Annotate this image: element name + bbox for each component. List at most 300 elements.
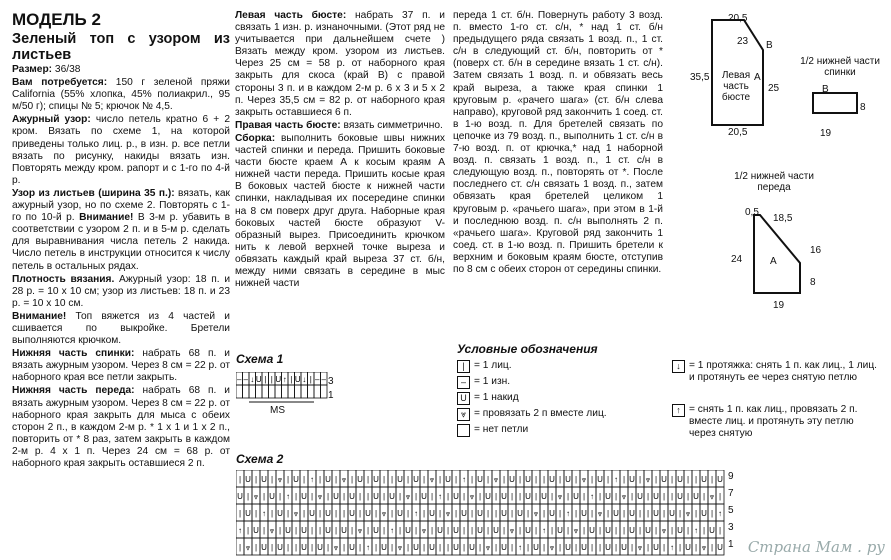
- schema2-symbol: |: [686, 492, 690, 501]
- schema2-symbol: |: [254, 509, 258, 518]
- schema2-symbol: U: [517, 509, 523, 518]
- schema2-symbol: |: [246, 526, 250, 535]
- schema2-symbol: ↑: [694, 526, 698, 535]
- schema2-symbol: ↑: [438, 492, 442, 501]
- schema2-symbol: U: [701, 475, 707, 484]
- schema2-symbol: ⩔: [597, 509, 603, 518]
- lace-pattern-para: Ажурный узор: число петель кратно 6 + 2 кром. Вязать по схеме 1, на которой приведены только лиц. р., в изн. р. все петли вязать по рисунку, накиды вязать изн. Повторять между кром. рапорт и с 1-го по 4-й р.: [12, 114, 231, 186]
- schema2-symbol: U: [453, 492, 459, 501]
- schema2-symbol: |: [326, 492, 330, 501]
- down-arrow-icon: ↓: [672, 360, 685, 373]
- schema2-symbol: U: [629, 526, 635, 535]
- legend-purl: – = 1 изн.: [457, 376, 510, 389]
- schema2-symbol: |: [342, 509, 346, 518]
- schema2-symbol: U: [429, 543, 435, 552]
- schema1-cell: [282, 385, 289, 398]
- schema2-symbol: |: [302, 509, 306, 518]
- schema2-symbol: |: [662, 509, 666, 518]
- schema2-symbol: U: [525, 475, 531, 484]
- continuation-para: переда 1 ст. б/н. Повернуть работу 3 возд. п. вместо 1-го ст. с/н, * над 1 ст. б/н предыдущего ряда связать 1 возд. п., 1 ст. с/н в следующий ст. б/н, повторить от * (поверх ст. б/н в середине вязать 1 ст. с/н). Затем связать 1 возд. п. и обвязать весь край выреза, а также края спинки 1 круговым р. «рачего шага» (ст. б/н слева направо), круговой ряд закончить 1 соед. ст. в 1-ю возд. п. Для бретелей связать по цепочке из 79 возд. п., выполнить 1 ст. с/н в 7-ю возд. п. от крючка,* над 1 наборной возд. п. связать 1 возд. п., 1 ст. с/н в следующую возд. п., повторять от *. После последнего ст. с/н связать 1 возд. п., затем обвязать края бретелей целиком 1 круговым р. «рачьего шага», при этом в 1-й и последнюю возд. п. с/н выполнять 2 п. «рачьего шага». Круговой ряд закончить 1 соед. ст. в 1-ю возд. п. Пришить бретели к верхним и боковым краям бюсте, отступив по 8 см с обеих сторон от середины спинки.: [453, 10, 663, 275]
- front-half-top-dim: 18,5: [773, 213, 793, 224]
- schema2-row-label: 1: [728, 539, 734, 550]
- schema2-symbol: |: [318, 509, 322, 518]
- schema2-symbol: |: [454, 509, 458, 518]
- schema2-symbol: |: [646, 492, 650, 501]
- schema2-symbol: ⩔: [245, 543, 251, 552]
- schema2-symbol: ⩔: [445, 509, 451, 518]
- schema2-symbol: U: [293, 475, 299, 484]
- schema2-row-label: 9: [728, 471, 734, 482]
- schema2-symbol: U: [277, 543, 283, 552]
- schema1-cell: [269, 385, 276, 398]
- schema2-symbol: |: [686, 526, 690, 535]
- schema2-symbol: ⩔: [581, 475, 587, 484]
- schema2-symbol: U: [509, 475, 515, 484]
- schema2-symbol: |: [566, 492, 570, 501]
- schema2-symbol: |: [294, 526, 298, 535]
- schema2-symbol: |: [430, 526, 434, 535]
- schema2-symbol: |: [382, 475, 386, 484]
- schema2-symbol: |: [470, 526, 474, 535]
- schema2-symbol: U: [373, 475, 379, 484]
- schema2-symbol: U: [605, 492, 611, 501]
- schema2-symbol: U: [605, 526, 611, 535]
- schema2-symbol: |: [494, 509, 498, 518]
- schema2-symbol: |: [510, 492, 514, 501]
- schema2-symbol: ⩔: [533, 509, 539, 518]
- schema2-symbol: |: [686, 475, 690, 484]
- schema2-symbol: |: [350, 475, 354, 484]
- schema2-symbol: |: [598, 492, 602, 501]
- schema1-symbol: |: [309, 375, 312, 384]
- schema2-symbol: |: [438, 543, 442, 552]
- schema2-symbol: |: [638, 475, 642, 484]
- schema2-symbol: |: [502, 526, 506, 535]
- schema2-symbol: |: [526, 509, 530, 518]
- schema2-symbol: ↑: [286, 492, 290, 501]
- schema1-symbol: |: [264, 375, 267, 384]
- schema2-symbol: |: [582, 492, 586, 501]
- schema2-symbol: |: [422, 509, 426, 518]
- schema2-symbol: U: [469, 543, 475, 552]
- left-bust-slant-dim: 23: [737, 36, 749, 47]
- front-half-title: 1/2 нижней части переда: [734, 171, 814, 193]
- left-bust-height-dim: 35,5: [690, 72, 710, 83]
- schema2-symbol: U: [693, 492, 699, 501]
- schema2-symbol: |: [510, 509, 514, 518]
- schema2-symbol: U: [461, 509, 467, 518]
- front-half-a-label: A: [770, 256, 777, 267]
- left-bust-label: Левая часть бюсте: [721, 70, 751, 103]
- schema2-symbol: |: [398, 526, 402, 535]
- schema2-symbol: |: [286, 543, 290, 552]
- schema2-symbol: |: [366, 475, 370, 484]
- schema2-symbol: |: [462, 543, 466, 552]
- schema2-symbol: U: [397, 509, 403, 518]
- schema2-symbol: ⩔: [277, 475, 283, 484]
- schema2-symbol: ↑: [462, 475, 466, 484]
- knit-icon: |: [457, 360, 470, 373]
- size-para: Размер: 36/38: [12, 64, 81, 75]
- right-text-column: [453, 10, 663, 277]
- schema2-symbol: |: [526, 543, 530, 552]
- schema1-symbol: ↑: [282, 375, 287, 384]
- schema2-symbol: |: [310, 543, 314, 552]
- schema2-symbol: |: [678, 543, 682, 552]
- schema2-symbol: ⩔: [573, 526, 579, 535]
- schema2-symbol: U: [333, 492, 339, 501]
- schema2-symbol: |: [334, 475, 338, 484]
- left-bust-a-label: A: [754, 72, 761, 83]
- schema2-symbol: |: [662, 492, 666, 501]
- schema2-symbol: U: [309, 509, 315, 518]
- schema2-symbol: ⩔: [429, 475, 435, 484]
- back-half-b-label: B: [822, 84, 829, 95]
- schema2-symbol: ⩔: [269, 526, 275, 535]
- schema2-symbol: |: [646, 543, 650, 552]
- schema2-symbol: ⩔: [405, 492, 411, 501]
- schema2-symbol: |: [646, 509, 650, 518]
- schema2-symbol: |: [622, 509, 626, 518]
- schema2-symbol: |: [502, 475, 506, 484]
- schema2-symbol: U: [437, 526, 443, 535]
- schema2-symbol: |: [478, 492, 482, 501]
- schema2-symbol: ⩔: [661, 526, 667, 535]
- schema2-symbol: |: [350, 526, 354, 535]
- model-title: МОДЕЛЬ 2: [12, 10, 101, 29]
- schema2-symbol: U: [429, 509, 435, 518]
- density-para: Плотность вязания. Ажурный узор: 18 п. и 28 р. = 10 х 10 см; узор из листьев: 18 п. и 23 р. = 10 х 10 см.: [12, 273, 231, 309]
- schema2-symbol: ⩔: [381, 509, 387, 518]
- schema2-symbol: |: [342, 543, 346, 552]
- schema1-cell: [301, 385, 308, 398]
- schema2-symbol: U: [245, 475, 251, 484]
- schema2-symbol: |: [294, 492, 298, 501]
- schema2-symbol: ⩔: [685, 509, 691, 518]
- schema2-symbol: |: [262, 526, 266, 535]
- schema2-symbol: ⩔: [621, 492, 627, 501]
- schema2-symbol: |: [654, 526, 658, 535]
- schema2-symbol: U: [645, 526, 651, 535]
- legend-nostitch: = нет петли: [457, 424, 528, 437]
- schema1-symbol: –: [243, 375, 248, 384]
- schema2-symbol: |: [606, 475, 610, 484]
- left-bust-para: Левая часть бюсте: набрать 37 п. и связать 1 изн. р. изнаночными. (Этот ряд не учитывается при дальнейшем счете ) Вязать между кром. узором из листьев. Через 25 см = 58 р. от наборного края закрыть для скоса (край В) с правой стороны 3 п. и в каждом 2-м р. 6 х 3 и 5 х 2 п. Через 35,5 см = 82 р. от наборного края закрыть оставшиеся 6 п.: [235, 10, 445, 118]
- schema2-symbol: |: [406, 475, 410, 484]
- schema2-symbol: |: [550, 492, 554, 501]
- schema2-symbol: U: [317, 543, 323, 552]
- schema2-symbol: U: [501, 543, 507, 552]
- schema2-symbol: |: [470, 475, 474, 484]
- schema2-symbol: U: [253, 526, 259, 535]
- schema2-symbol: |: [446, 526, 450, 535]
- schema2-symbol: |: [358, 509, 362, 518]
- schema1-symbol: |: [270, 375, 273, 384]
- schema2-symbol: |: [598, 526, 602, 535]
- schema2-symbol: |: [270, 475, 274, 484]
- schema2-symbol: |: [710, 543, 714, 552]
- schema2-symbol: U: [581, 543, 587, 552]
- schema2-symbol: ↑: [390, 526, 394, 535]
- schema2-symbol: U: [421, 492, 427, 501]
- schema2-symbol: U: [677, 492, 683, 501]
- schema1-cell: [262, 385, 269, 398]
- schema2-symbol: U: [261, 543, 267, 552]
- schema2-symbol: |: [334, 526, 338, 535]
- schema2-symbol: U: [549, 509, 555, 518]
- schema2-symbol: |: [238, 509, 242, 518]
- schema2-symbol: |: [302, 475, 306, 484]
- schema2-symbol: ↑: [310, 475, 314, 484]
- legend-knit: | = 1 лиц.: [457, 360, 512, 373]
- schema2-symbol: |: [446, 543, 450, 552]
- schema2-symbol: |: [638, 509, 642, 518]
- model-subtitle: Зеленый топ с узором из листьев: [12, 31, 230, 63]
- schema2-symbol: U: [565, 475, 571, 484]
- schema1-cell: [321, 385, 328, 398]
- schema2-symbol: ⩔: [397, 543, 403, 552]
- left-bust-top-dim: 20,5: [728, 13, 748, 24]
- schema2-symbol: |: [238, 475, 242, 484]
- schema2-symbol: |: [654, 475, 658, 484]
- schema1-symbol: U: [275, 375, 282, 384]
- schema2-symbol: U: [389, 492, 395, 501]
- yarn-over-icon: U: [457, 392, 470, 405]
- schema1-symbol: U: [255, 375, 262, 384]
- schema1-symbol: ↓: [302, 375, 307, 384]
- schema1-symbol: –: [321, 375, 326, 384]
- schema2-symbol: U: [477, 475, 483, 484]
- middle-column: [235, 10, 445, 291]
- schema2-symbol: ⩔: [421, 526, 427, 535]
- schema2-symbol: |: [486, 509, 490, 518]
- schema2-symbol: ↑: [518, 543, 522, 552]
- schema2-symbol: ↑: [566, 509, 570, 518]
- schema2-symbol: |: [558, 475, 562, 484]
- k2tog-icon: ⩔: [457, 408, 470, 421]
- schema2-symbol: ⩔: [357, 526, 363, 535]
- schema2-symbol: U: [701, 509, 707, 518]
- left-bust-side-dim: 25: [768, 83, 780, 94]
- schema2-symbol: |: [286, 509, 290, 518]
- schema2-symbol: |: [494, 543, 498, 552]
- schema2-symbol: U: [341, 526, 347, 535]
- schema2-symbol: U: [493, 526, 499, 535]
- left-bust-bottom-dim: 20,5: [728, 127, 748, 138]
- schema2-grid: [236, 470, 728, 560]
- schema2-symbol: |: [574, 543, 578, 552]
- schema2-symbol: |: [358, 492, 362, 501]
- schema2-symbol: |: [558, 543, 562, 552]
- schema2-symbol: U: [349, 543, 355, 552]
- schema2-symbol: |: [574, 509, 578, 518]
- schema2-symbol: |: [518, 475, 522, 484]
- schema2-symbol: U: [301, 526, 307, 535]
- schema1-cell: [236, 385, 243, 398]
- schema2-symbol: |: [326, 543, 330, 552]
- schema2-symbol: U: [381, 543, 387, 552]
- legend-title: Условные обозначения: [457, 342, 598, 356]
- schema2-symbol: |: [614, 492, 618, 501]
- schema2-symbol: U: [477, 526, 483, 535]
- schema1-row1: 1: [328, 390, 334, 401]
- schema2-symbol: U: [269, 492, 275, 501]
- schema2-symbol: U: [629, 509, 635, 518]
- schema2-symbol: U: [477, 509, 483, 518]
- up-arrow-icon: ↑: [672, 404, 685, 417]
- schema2-symbol: |: [310, 492, 314, 501]
- schema1-row3: 3: [328, 376, 334, 387]
- schema2-symbol: |: [582, 526, 586, 535]
- schema2-symbol: ↑: [614, 475, 618, 484]
- schema2-symbol: |: [390, 543, 394, 552]
- schema2-symbol: U: [557, 526, 563, 535]
- schema2-symbol: U: [277, 509, 283, 518]
- schema1-symbol: –: [315, 375, 320, 384]
- schema2-symbol: ↑: [718, 509, 722, 518]
- purl-icon: –: [457, 376, 470, 389]
- schema2-symbol: U: [285, 526, 291, 535]
- schema2-symbol: |: [478, 543, 482, 552]
- schema2-symbol: |: [702, 526, 706, 535]
- schema2-symbol: |: [414, 526, 418, 535]
- schema2-symbol: U: [261, 475, 267, 484]
- schema2-symbol: |: [254, 543, 258, 552]
- schema2-symbol: |: [358, 543, 362, 552]
- schema2-symbol: |: [310, 526, 314, 535]
- schema2-symbol: |: [278, 526, 282, 535]
- schema2-symbol: |: [630, 543, 634, 552]
- schema1-title: Схема 1: [236, 352, 284, 366]
- schema2-symbol: |: [710, 475, 714, 484]
- schema2-symbol: U: [661, 475, 667, 484]
- schema2-symbol: |: [342, 492, 346, 501]
- schema2-symbol: ⩔: [557, 492, 563, 501]
- schema2-symbol: |: [238, 543, 242, 552]
- schema2-symbol: U: [669, 509, 675, 518]
- schema2-symbol: U: [549, 475, 555, 484]
- schema2-symbol: |: [518, 526, 522, 535]
- schema2-symbol: U: [629, 475, 635, 484]
- schema2-symbol: |: [510, 543, 514, 552]
- schema2-row-label: 5: [728, 505, 734, 516]
- front-para: Нижняя часть переда: набрать 68 п. и вязать ажурным узором. Через 8 см = 22 р. от наборного края закрыть для мыса с обеих сторон 2 п., в каждом 2-м р. * 1 х 1 и 1 х 2 п., повторить от * 8 раз, затем закрыть в каждом 2-м р. 4 х 1 п. Через 24 см = 68 р. от наборного края закрыть оставшиеся 2 п.: [12, 385, 231, 469]
- schema2-symbol: U: [709, 526, 715, 535]
- schema1-symbol: –: [237, 375, 242, 384]
- schema2-symbol: |: [542, 543, 546, 552]
- schema2-symbol: U: [325, 526, 331, 535]
- schema2-symbol: U: [365, 509, 371, 518]
- schema2-symbol: U: [541, 492, 547, 501]
- schema2-symbol: U: [621, 543, 627, 552]
- schema2-symbol: U: [717, 475, 723, 484]
- schema1-cell: [249, 385, 256, 398]
- schema2-symbol: ⩔: [469, 492, 475, 501]
- schema2-symbol: U: [653, 509, 659, 518]
- schema2-symbol: |: [718, 492, 722, 501]
- schema2-symbol: |: [494, 492, 498, 501]
- schema2-symbol: |: [318, 475, 322, 484]
- legend-sk2p-b: ↑ = снять 1 п. как лиц., провязать 2 п. вместе лиц. и протянуть эту петлю через снятую: [672, 404, 882, 440]
- left-column: [12, 10, 230, 471]
- schema2-symbol: |: [534, 492, 538, 501]
- schema2-symbol: |: [534, 475, 538, 484]
- schema2-symbol: |: [286, 475, 290, 484]
- schema2-symbol: |: [270, 543, 274, 552]
- schema2-symbol: ⩔: [701, 543, 707, 552]
- schema2-symbol: |: [518, 492, 522, 501]
- schema2-symbol: |: [702, 492, 706, 501]
- schema2-symbol: |: [630, 492, 634, 501]
- no-stitch-icon: [457, 424, 470, 437]
- schema2-symbol: U: [397, 475, 403, 484]
- schema2-symbol: |: [542, 509, 546, 518]
- schema2-symbol: |: [422, 475, 426, 484]
- schema2-symbol: |: [422, 543, 426, 552]
- front-half-rh-dim: 8: [810, 277, 816, 288]
- schema2-symbol: |: [614, 526, 618, 535]
- schema2-symbol: ⩔: [493, 475, 499, 484]
- schema2-symbol: |: [718, 526, 722, 535]
- schema2-symbol: U: [453, 526, 459, 535]
- schema2-symbol: |: [454, 475, 458, 484]
- schema2-symbol: |: [366, 492, 370, 501]
- schema1-grid: [236, 372, 396, 412]
- schema2-symbol: U: [685, 543, 691, 552]
- schema2-symbol: |: [390, 475, 394, 484]
- schema1-cell: [308, 385, 315, 398]
- schema2-symbol: |: [566, 526, 570, 535]
- assembly-para: Сборка: выполнить боковые швы нижних частей спинки и переда. Пришить боковые части бюсте краем А к косым краям А нижней части переда. Пришить косые края В боковых частей бюсте к нижней части спинки, накладывая их посередине спинки на 8 см поверх друг друга. Наборные края боковых частей бюсте образуют V-образный вырез. Присоединить крючком нить к левой верхней точке выреза и обвязать каждый край выреза 37 ст. б/н, между ними связать в середине в мыс нижней части: [235, 132, 445, 290]
- schema2-symbol: |: [270, 509, 274, 518]
- schema2-symbol: U: [445, 475, 451, 484]
- schema2-symbol: U: [373, 526, 379, 535]
- schema1-cell: [288, 385, 295, 398]
- schema2-symbol: ↑: [542, 526, 546, 535]
- schema2-symbol: |: [414, 492, 418, 501]
- schema2-symbol: |: [246, 492, 250, 501]
- schema2-symbol: |: [542, 475, 546, 484]
- schema2-symbol: |: [382, 526, 386, 535]
- schema2-symbol: U: [245, 509, 251, 518]
- schema2-symbol: ⩔: [709, 492, 715, 501]
- schema2-symbol: ⩔: [549, 543, 555, 552]
- schema2-symbol: U: [485, 492, 491, 501]
- schema2-symbol: |: [550, 526, 554, 535]
- front-half-top-small: 0,5: [745, 207, 759, 218]
- schema2-symbol: U: [301, 492, 307, 501]
- legend-yo: U = 1 накид: [457, 392, 519, 405]
- schema2-symbol: U: [613, 509, 619, 518]
- schema2-symbol: ⩔: [645, 475, 651, 484]
- schema2-symbol: U: [301, 543, 307, 552]
- schema2-symbol: |: [430, 492, 434, 501]
- schema2-symbol: |: [670, 475, 674, 484]
- schema2-row-label: 7: [728, 488, 734, 499]
- schema2-symbol: U: [357, 475, 363, 484]
- schema2-row-label: 3: [728, 522, 734, 533]
- schema2-symbol: U: [413, 543, 419, 552]
- schema2-symbol: |: [694, 475, 698, 484]
- schema2-title: Схема 2: [236, 452, 284, 466]
- schema2-symbol: |: [574, 475, 578, 484]
- schema2-symbol: U: [373, 492, 379, 501]
- schema2-symbol: ⩔: [333, 543, 339, 552]
- schema2-symbol: ⩔: [253, 492, 259, 501]
- schema2-symbol: U: [677, 475, 683, 484]
- back-para: Нижняя часть спинки: набрать 68 п. и вязать ажурным узором. Через 8 см = 22 р. от наборного края все петли закрыть.: [12, 348, 230, 384]
- schema2-symbol: U: [405, 526, 411, 535]
